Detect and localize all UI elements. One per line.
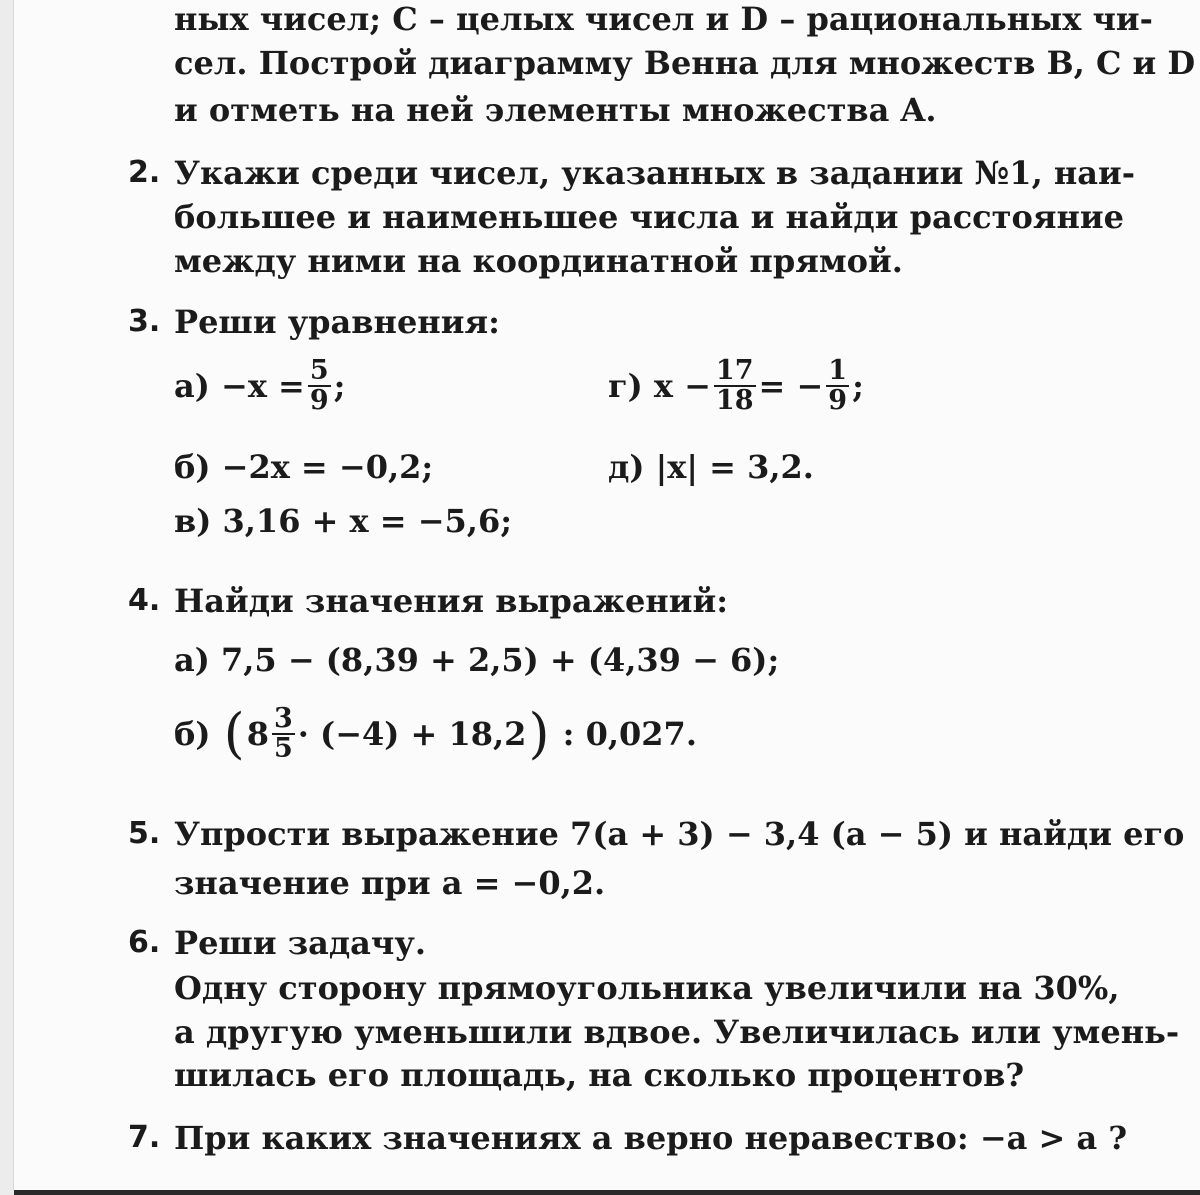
task-7-number: 7.: [128, 1120, 161, 1155]
equation-a: а) −x = $\frac{5}{9}$ ;: [174, 355, 346, 416]
expression-b: б) ( 8 $\frac{3}{5}$ · (−4) + 18,2 ) : 0,027.: [174, 702, 697, 765]
task-2-line-1: Укажи среди чисел, указанных в задании №1, наи-: [174, 154, 1136, 192]
equation-v: в) 3,16 + x = −5,6;: [174, 502, 513, 540]
fraction: $\frac{3}{5}$: [273, 703, 293, 764]
task-6-number: 6.: [128, 925, 161, 960]
task-4-title: Найди значения выражений:: [174, 582, 728, 620]
intro-line-3: и отметь на ней элементы множества A.: [174, 91, 937, 129]
task-4-number: 4.: [128, 583, 161, 618]
task-5-line-2: значение при a = −0,2.: [174, 864, 606, 902]
task-5-number: 5.: [128, 816, 161, 851]
task-3-title: Реши уравнения:: [174, 303, 500, 341]
task-5-line-1: Упрости выражение 7(a + 3) − 3,4 (a − 5) и найди его: [174, 815, 1185, 853]
intro-line-1: ных чисел; C – целых чисел и D – рациональных чи-: [174, 0, 1153, 38]
intro-line-2: сел. Построй диаграмму Венна для множеств B, C и D: [174, 44, 1196, 82]
task-6-line-1: Реши задачу.: [174, 924, 426, 962]
task-3-number: 3.: [128, 304, 161, 339]
task-2-line-3: между ними на координатной прямой.: [174, 242, 903, 280]
equation-d: д) |x| = 3,2.: [608, 448, 814, 486]
task-2-number: 2.: [128, 155, 161, 190]
textbook-page: [13, 0, 1200, 1190]
expression-a: а) 7,5 − (8,39 + 2,5) + (4,39 − 6);: [174, 641, 780, 679]
task-6-line-3: а другую уменьшили вдвое. Увеличилась или умень-: [174, 1013, 1180, 1051]
fraction: $\frac{5}{9}$: [309, 355, 329, 416]
equation-b: б) −2x = −0,2;: [174, 448, 434, 486]
page-bottom-border: [14, 1190, 1200, 1195]
fraction: $\frac{17}{18}$: [715, 355, 754, 416]
fraction: $\frac{1}{9}$: [828, 355, 848, 416]
task-6-line-4: шилась его площадь, на сколько процентов?: [174, 1056, 1025, 1094]
task-2-line-2: большее и наименьшее числа и найди расстояние: [174, 198, 1124, 236]
equation-g: г) x − $\frac{17}{18}$ = − $\frac{1}{9}$ ;: [608, 355, 864, 416]
task-7-line-1: При каких значениях a верно неравество: −a > a ?: [174, 1119, 1128, 1157]
task-6-line-2: Одну сторону прямоугольника увеличили на 30%,: [174, 969, 1120, 1007]
